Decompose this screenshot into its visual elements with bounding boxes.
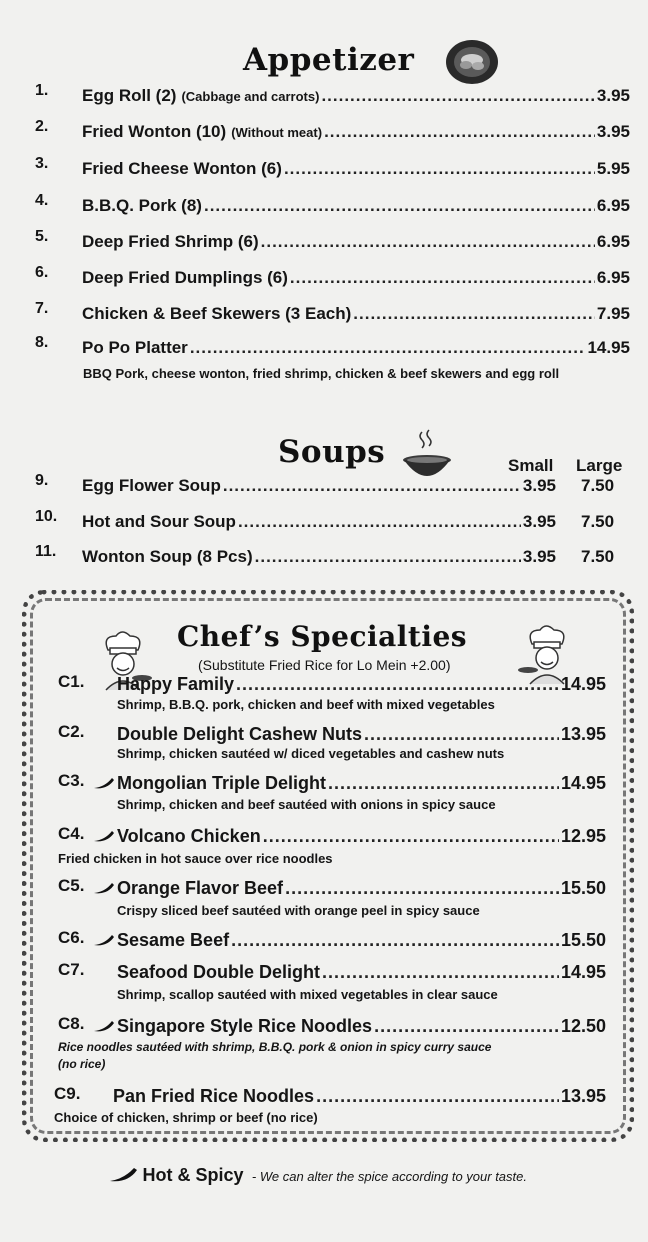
- leader-dots: [255, 547, 521, 567]
- leader-dots: [261, 232, 595, 252]
- soup-item-name: Egg Flower Soup: [82, 476, 221, 495]
- appetizer-item-number: 6.: [35, 264, 49, 281]
- leader-dots: [190, 338, 586, 358]
- chef-item-code: C4.: [58, 824, 85, 843]
- leader-dots: [353, 304, 595, 324]
- chef-item-description: Crispy sliced beef sautéed with orange peel in spicy sauce: [117, 903, 480, 918]
- appetizer-item: [82, 159, 630, 179]
- chef-item-price: 14.95: [560, 773, 606, 793]
- chef-item-description: Rice noodles sautéed with shrimp, B.B.Q. pork & onion in spicy curry sauce: [58, 1040, 492, 1054]
- appetizer-item: [82, 304, 630, 324]
- appetizer-item-number: 3.: [35, 155, 49, 172]
- chef-item-code: C8.: [58, 1014, 85, 1033]
- leader-dots: [284, 159, 595, 179]
- chef-item-description: Shrimp, chicken sautéed w/ diced vegetables and cashew nuts: [117, 746, 505, 761]
- appetizer-item-name: Egg Roll (2): [82, 86, 177, 105]
- chef-item: [117, 826, 606, 847]
- chef-item-name: Sesame Beef: [117, 930, 230, 950]
- chef-item-price: 12.95: [560, 826, 606, 846]
- chef-item-price: 12.50: [560, 1016, 606, 1036]
- platter-description: BBQ Pork, cheese wonton, fried shrimp, chicken & beef skewers and egg roll: [83, 366, 560, 381]
- soup-item-name: Hot and Sour Soup: [82, 512, 236, 531]
- chili-pepper-icon: [93, 933, 115, 947]
- chef-item: [117, 674, 606, 695]
- leader-dots: [316, 1086, 559, 1107]
- appetizer-item-number: 1.: [35, 82, 49, 99]
- appetizer-item-number: 8.: [35, 334, 49, 351]
- soup-small-price: 3.95: [522, 512, 556, 531]
- appetizer-item-number: 2.: [35, 118, 49, 135]
- soup-item: [82, 512, 556, 532]
- appetizer-item-name: Chicken & Beef Skewers (3 Each): [82, 304, 352, 323]
- chef-item-code: C7.: [58, 960, 85, 979]
- appetizer-item: [82, 86, 630, 106]
- chef-item-name: Seafood Double Delight: [117, 962, 321, 982]
- chef-subtitle: (Substitute Fried Rice for Lo Mein +2.00): [198, 657, 451, 673]
- chef-item-code: C2.: [58, 722, 85, 741]
- footer-label: Hot & Spicy: [142, 1165, 244, 1185]
- appetizer-item-price: 7.95: [596, 304, 630, 323]
- chef-item-code: C1.: [58, 672, 85, 691]
- chef-item: [117, 1016, 606, 1037]
- chef-item-price: 13.95: [560, 1086, 606, 1106]
- appetizer-item: [82, 268, 630, 288]
- leader-dots: [285, 878, 559, 899]
- leader-dots: [263, 826, 559, 847]
- chili-pepper-icon: [93, 1019, 115, 1033]
- appetizer-item-price: 3.95: [596, 86, 630, 105]
- appetizer-item-name: B.B.Q. Pork (8): [82, 196, 202, 215]
- soup-small-header: Small: [508, 456, 554, 475]
- soup-item-number: 9.: [35, 472, 49, 489]
- appetizer-item-price: 5.95: [596, 159, 630, 178]
- appetizer-item-number: 4.: [35, 192, 49, 209]
- chef-item-price: 15.50: [560, 878, 606, 898]
- chef-item: [117, 724, 606, 745]
- leader-dots: [223, 476, 521, 496]
- chef-item-price: 14.95: [560, 674, 606, 694]
- chef-item: [117, 930, 606, 951]
- chef-item-name: Happy Family: [117, 674, 235, 694]
- leader-dots: [328, 773, 559, 794]
- soup-small-price: 3.95: [522, 476, 556, 495]
- appetizer-item-name: Po Po Platter: [82, 338, 188, 357]
- appetizer-item: [82, 338, 630, 358]
- appetizer-item-price: 6.95: [596, 196, 630, 215]
- chef-item-description: Shrimp, chicken and beef sautéed with onions in spicy sauce: [117, 797, 496, 812]
- chef-item-name: Mongolian Triple Delight: [117, 773, 326, 793]
- soup-large-price: 7.50: [581, 476, 615, 495]
- appetizer-item-name: Fried Cheese Wonton (6): [82, 159, 282, 178]
- appetizer-item-note: (Without meat): [231, 125, 323, 140]
- chef-item-price: 13.95: [560, 724, 606, 744]
- soup-item: [82, 547, 556, 567]
- appetizer-item-number: 7.: [35, 300, 49, 317]
- leader-dots: [236, 674, 559, 695]
- chef-item: [113, 1086, 606, 1107]
- appetizer-item-price: 3.95: [596, 122, 630, 141]
- appetizer-item-name: Deep Fried Shrimp (6): [82, 232, 259, 251]
- chef-item-name: Singapore Style Rice Noodles: [117, 1016, 373, 1036]
- chef-item-price: 14.95: [560, 962, 606, 982]
- chef-item-code: C9.: [54, 1084, 81, 1103]
- appetizer-item: [82, 196, 630, 216]
- leader-dots: [374, 1016, 559, 1037]
- appetizer-title: Appetizer: [243, 42, 415, 78]
- leader-dots: [364, 724, 559, 745]
- chef-item-description: Shrimp, B.B.Q. pork, chicken and beef with mixed vegetables: [117, 697, 495, 712]
- chef-item-code: C3.: [58, 771, 85, 790]
- soup-small-price: 3.95: [522, 547, 556, 566]
- soup-large-price: 7.50: [581, 547, 615, 566]
- chef-item-code: C5.: [58, 876, 85, 895]
- chili-pepper-icon: [108, 1165, 138, 1183]
- footer-note: - We can alter the spice according to your taste.: [251, 1169, 527, 1184]
- chef-item-price: 15.50: [560, 930, 606, 950]
- appetizer-item-number: 5.: [35, 228, 49, 245]
- appetizer-item-price: 6.95: [596, 268, 630, 287]
- soup-item: [82, 476, 556, 496]
- plate-icon: [444, 38, 500, 86]
- appetizer-item-price: 6.95: [596, 232, 630, 251]
- leader-dots: [290, 268, 595, 288]
- soup-item-number: 10.: [35, 508, 58, 525]
- soup-large-header: Large: [576, 456, 623, 475]
- soup-large-price: 7.50: [581, 512, 615, 531]
- chef-item: [117, 878, 606, 899]
- chef-item-description: Fried chicken in hot sauce over rice noodles: [58, 851, 333, 866]
- chef-item-name: Double Delight Cashew Nuts: [117, 724, 363, 744]
- chef-item-description: Choice of chicken, shrimp or beef (no rice): [54, 1110, 318, 1125]
- appetizer-item-price: 14.95: [587, 338, 630, 357]
- soup-item-number: 11.: [35, 543, 57, 560]
- chef-item-name: Volcano Chicken: [117, 826, 261, 846]
- appetizer-item-name: Fried Wonton (10): [82, 122, 227, 141]
- chef-item-name: Orange Flavor Beef: [117, 878, 284, 898]
- chili-pepper-icon: [93, 776, 115, 790]
- leader-dots: [231, 930, 559, 951]
- soups-title: Soups: [278, 434, 386, 470]
- leader-dots: [322, 962, 559, 983]
- chef-item: [117, 962, 606, 983]
- appetizer-item: [82, 232, 630, 252]
- appetizer-item-name: Deep Fried Dumplings (6): [82, 268, 288, 287]
- leader-dots: [204, 196, 595, 216]
- leader-dots: [324, 122, 595, 142]
- leader-dots: [321, 86, 594, 106]
- appetizer-item: [82, 122, 630, 142]
- chef-title: Chef’s Specialties: [177, 620, 468, 653]
- chef-item-code: C6.: [58, 928, 85, 947]
- chef-item-name: Pan Fried Rice Noodles: [113, 1086, 315, 1106]
- chef-item-description-2: (no rice): [58, 1057, 106, 1071]
- chef-item-description: Shrimp, scallop sautéed with mixed vegetables in clear sauce: [117, 987, 498, 1002]
- chili-pepper-icon: [93, 881, 115, 895]
- chili-pepper-icon: [93, 829, 115, 843]
- footer-legend: [108, 1165, 527, 1186]
- soup-item-name: Wonton Soup (8 Pcs): [82, 547, 253, 566]
- chef-item: [117, 773, 606, 794]
- appetizer-item-note: (Cabbage and carrots): [181, 89, 320, 104]
- leader-dots: [238, 512, 521, 532]
